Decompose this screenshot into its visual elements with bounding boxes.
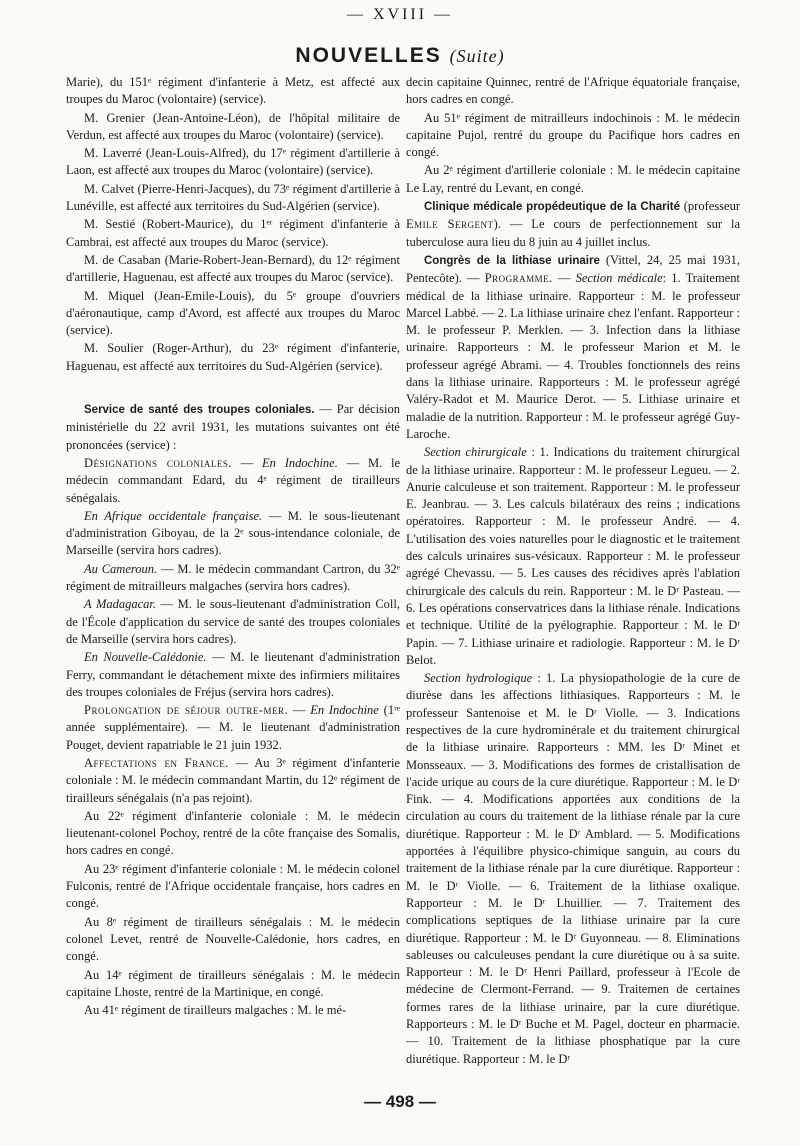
place-label: Au Cameroun. xyxy=(84,561,158,576)
place-label: En Indochine xyxy=(310,703,379,718)
paragraph: Au 51ᵉ régiment de mitrailleurs indochinois : M. le médecin capitaine Pujol, rentré du groupe du Pacifique hors cadres en congé. xyxy=(406,110,740,160)
folio-roman-numeral: — XVIII — xyxy=(346,6,454,23)
paragraph: M. de Casaban (Marie-Robert-Jean-Bernard), du 12ᵉ régiment d'artillerie, Haguenau, est affecté aux troupes du Maroc (service). xyxy=(66,252,400,285)
page-number: — 498 — xyxy=(364,1092,436,1111)
paragraph: M. Laverré (Jean-Louis-Alfred), du 17ᵉ régiment d'artillerie à Laon, est affecté aux troupes du Maroc (volontaire) (service). xyxy=(66,146,400,178)
paragraph: Au 8ᵉ régiment de tirailleurs sénégalais : M. le médecin colonel Levet, rentré de Nouvelle-Calédonie, hors cadres, en congé. xyxy=(66,914,400,964)
section-congres xyxy=(406,252,740,443)
paragraph-text: — M. le lieutenant d'administration Ferry, commandant le détachement mixte des infirmiers militaires des troupes coloniales de Fréjus (servira hors cadres). xyxy=(66,650,400,699)
paragraph-text: : 1. La physiopathologie de la cure de diurèse dans les affections lithiasiques. Rapporteurs : M. le professeur Santenoise et M. le Dʳ Violle. — 3. Indications respectives de la cure hydrominérale et du traitement chirurgical de la lithiase urinaire. Rapporteurs : MM. les Dʳ Minet et Monsseaux. — 3. Modifications des formes de cristallisation de l'acide urique au cours de la cure diurétique. Rapporteur : M. le Dʳ Fink. — 4. Modifications apportées aux conditions de la circulation au cours du traitement de la lithiase rénale par la cure diurétique. Rapporteur : M. le Dʳ Amblard. — 5. Modifications apportées à l'équilibre physico-chimique sanguin, au cours du traitement de la lithiase rénale par la cure diurétique. Rapporteur : M. le Dʳ Violle. — 6. Traitement de la lithiase oxalique. Rapporteur : M. le Dʳ Lhuillier. — 7. Traitement des complications septiques de la lithiase urinaire par la cure diurétique. Rapporteur : M. le Dʳ Guyonneau. — 8. Eliminations sableuses ou calculeuses pendant la cure diurétique ou à sa suite. Rapporteur : M. le Dʳ Henri Paillard, professeur à l'Ecole de médecine de Clermont-Ferrand. — 9. Traitemen de certaines formes rares de la lithiase urinaire, par la cure diurétique. Rapporteurs : M. le Dʳ Buche et M. Pagel, docteur en pharmacie. — 10. Traitement de la lithiase phosphatique par la cure diurétique. Rapporteur : M. le Dʳ xyxy=(406,671,740,1066)
subsection-heading: Désignations coloniales. xyxy=(84,455,232,470)
paragraph: Au 2ᵉ régiment d'artillerie coloniale : M. le médecin capitaine Le Lay, rentré du Levant, en congé. xyxy=(406,163,740,195)
paragraph: decin capitaine Quinnec, rentré de l'Afrique équatoriale française, hors cadres en congé. xyxy=(406,75,740,107)
paragraph xyxy=(406,444,740,669)
separator: — xyxy=(288,703,311,718)
programme-label: Programme. xyxy=(484,271,553,286)
paragraph: M. Sestié (Robert-Maurice), du 1ᵉʳ régiment d'infanterie à Cambrai, est affecté aux troupes du Maroc (service). xyxy=(66,217,400,249)
left-column xyxy=(66,74,400,1020)
paragraph-text: (Vittel, 24, 25 mai 1931, Pentecôte). — xyxy=(406,252,740,286)
paragraph xyxy=(66,508,400,560)
section-heading: Service de santé des troupes coloniales. xyxy=(84,404,315,417)
section-heading: Congrès de la lithiase urinaire xyxy=(424,254,600,267)
paragraph-text: ). — Le cours de perfectionnement sur la tuberculose aura lieu du 8 juin au 4 juillet inclus. xyxy=(406,217,740,249)
paragraph-text: — M. le médecin commandant Cartron, du 32ᵉ régiment de mitrailleurs malgaches (servira hors cadres). xyxy=(66,561,400,594)
section-clinique xyxy=(406,198,740,251)
section-service-sante xyxy=(66,401,400,454)
section-label: Section médicale xyxy=(575,271,663,286)
separator: — xyxy=(231,455,263,470)
separator: — xyxy=(552,271,576,286)
paragraph: Au 23ᵉ régiment d'infanterie coloniale : M. le médecin colonel Fulconis, rentré de l'Afrique occidentale française, hors cadres en congé. xyxy=(66,861,400,911)
section-label: Section chirurgicale xyxy=(424,445,527,460)
paragraph-text: — M. le sous-lieutenant d'administration Giboyau, de la 2ᵉ sous-intendance coloniale, de Marseille (servira hors cadres). xyxy=(66,508,400,558)
running-title-main: NOUVELLES xyxy=(295,44,442,67)
place-label: En Nouvelle-Calédonie. xyxy=(84,650,207,665)
paragraph-text: (professeur xyxy=(680,199,740,214)
paragraph: M. Miquel (Jean-Emile-Louis), du 5ᵉ groupe d'ouvriers d'aéronautique, camp d'Avord, est affecté aux troupes du Maroc (service). xyxy=(66,288,400,338)
paragraph xyxy=(66,649,400,701)
paragraph-text: : 1. Indications du traitement chirurgical de la lithiase urinaire. Rapporteur : M. le professeur Legueu. — 2. Anurie calculeuse et son traitement. Rapporteur : M. le professeur E. Jeanbrau. — 3. Les calculs bilatéraux des reins ; indications opératoires. Rapporteur : M. le professeur André. — 4. L'utilisation des voies naturelles pour le diagnostic et le traitement des calculs urinaires sus-vésicaux. Rapporteur : M. le professeur agrégé Chevassu. — 5. Les causes des récidives après l'ablation chirurgicale des calculs du rein. Rapporteur : M. le Dʳ Pasteau. — 6. Les opérations conservatrices dans la lithiase rénale. Indications et technique. Utilité de la pyélographie. Rapporteur : M. le Dʳ Papin. — 7. Lithiase urinaire et radiologie. Rapporteur : M. le Dʳ Belot. xyxy=(406,445,740,667)
running-title-suffix: (Suite) xyxy=(449,46,505,66)
subsection-heading: Prolongation de séjour outre-mer. xyxy=(84,703,289,718)
place-label: A Madagacar. xyxy=(84,597,157,612)
paragraph-text: — M. le sous-lieutenant d'administration Coll, de l'École d'application du service de santé des troupes coloniales de Marseille (servira hors cadres). xyxy=(66,597,400,646)
section-text: — Par décision ministérielle du 22 avril 1931, les mutations suivantes ont été prononcées (service) : xyxy=(66,402,400,452)
subsection-heading: Affectations en France. xyxy=(84,755,229,770)
paragraph: M. Calvet (Pierre-Henri-Jacques), du 73ᵉ régiment d'artillerie à Lunéville, est affecté aux territoires du Sud-Algérien (service). xyxy=(66,181,400,214)
paragraph xyxy=(66,596,400,648)
section-label: Section hydrologique xyxy=(424,671,533,686)
paragraph: M. Soulier (Roger-Arthur), du 23ᵉ régiment d'infanterie, Haguenau, est affecté aux territoires du Sud-Algérien (service). xyxy=(66,341,400,373)
place-label: En Afrique occidentale française. xyxy=(84,508,263,523)
paragraph-text: (1ʳᵉ année supplémentaire). — M. le lieutenant d'administration Pouget, devient rapatriable le 21 juin 1932. xyxy=(66,703,400,752)
place-label: En Indochine. xyxy=(262,455,338,470)
paragraph: M. Grenier (Jean-Antoine-Léon), de l'hôpital militaire de Verdun, est affecté aux troupes du Maroc (volontaire) (service). xyxy=(66,110,400,142)
paragraph xyxy=(66,702,400,754)
professor-name: Emile Sergent xyxy=(406,217,494,232)
paragraph: Au 22ᵉ régiment d'infanterie coloniale : M. le médecin lieutenant-colonel Pochoy, rentré de la côte française des Somalis, hors cadres en congé. xyxy=(66,808,400,858)
running-title xyxy=(0,44,800,68)
paragraph xyxy=(66,755,400,807)
paragraph: Au 14ᵉ régiment de tirailleurs sénégalais : M. le médecin capitaine Lhoste, rentré de la Martinique, en congé. xyxy=(66,967,400,999)
paragraph xyxy=(66,561,400,596)
paragraph-text: — Au 3ᵉ régiment d'infanterie coloniale : M. le médecin commandant Martin, du 12ᵉ régiment de tirailleurs sénégalais (n'a pas rejoint). xyxy=(66,755,400,805)
section-heading: Clinique médicale propédeutique de la Charité xyxy=(424,201,681,214)
paragraph-text: — M. le médecin commandant Edard, du 4ᵉ régiment de tirailleurs sénégalais. xyxy=(66,455,400,505)
paragraph-text: : 1. Traitement médical de la lithiase urinaire. Rapporteur : M. le professeur Marcel Labbé. — 2. La lithiase urinaire chez l'enfant. Rapporteur : M. le professeur P. Merklen. — 3. Infection dans la lithiase urinaire. Rapporteurs : M. le professeur Marion et M. le professeur agrégé Abrami. — 4. Troubles fonctionnels des reins dans la lithiase urinaire. Rapporteurs : M. le professeur agrégé Valéry-Radot et M. Maurice Derot. — 5. Lithiase urinaire et maladie de la nutrition. Rapporteur : M. le professeur agrégé Guy-Laroche. xyxy=(406,271,740,441)
paragraph xyxy=(66,455,400,507)
right-column xyxy=(406,74,740,1069)
paragraph: Au 41ᵉ régiment de tirailleurs malgaches : M. le mé- xyxy=(84,1003,347,1018)
paragraph xyxy=(406,670,740,1068)
paragraph: Marie), du 151ᵉ régiment d'infanterie à Metz, est affecté aux troupes du Maroc (volontaire) (service). xyxy=(66,75,400,107)
